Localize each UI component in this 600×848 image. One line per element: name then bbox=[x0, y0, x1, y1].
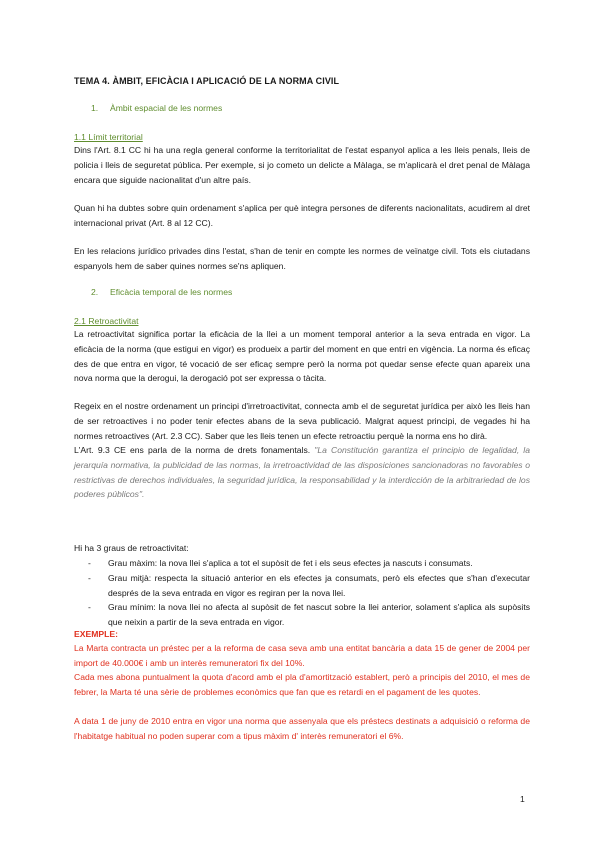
subsection-heading-2-1: 2.1 Retroactivitat bbox=[74, 316, 139, 326]
example-line-3: A data 1 de juny de 2010 entra en vigor una norma que assenyala que els préstecs destinats a adquisició o reforma de l'habitatge habitual no poden superar com a tipus màxim d' interès remuneratori el 6%. bbox=[74, 716, 530, 741]
paragraph-civil-neighborhood: En les relacions jurídico privades dins l'estat, s'han de tenir en compte les normes de veïnatge civil. Tots els ciutadans espanyols hem de saber quines normes se'ns apliquen. bbox=[74, 246, 530, 271]
constitution-lead: L'Art. 9.3 CE ens parla de la norma de drets fonamentals. bbox=[74, 445, 311, 455]
example-heading: EXEMPLE: bbox=[74, 629, 118, 639]
subsection-heading-1-1: 1.1 Límit territorial bbox=[74, 132, 143, 142]
paragraph-constitution bbox=[74, 443, 530, 502]
paragraph-retroactivity: La retroactivitat significa portar la eficàcia de la llei a un moment temporal anterior a la seva entrada en vigor. La eficàcia de la norma (que estigui en vigor) es produeix a partir del moment en que entri en vigència. La norma és eficaç des de que entra en vigor, té vocació de ser eficaç sempre però la norma pot quedar sense efecte quan apareix una nova norma que la derogui, la derogació pot ser expressa o tàcita. bbox=[74, 329, 530, 384]
section-heading-2 bbox=[91, 287, 232, 297]
document-title: TEMA 4. ÀMBIT, EFICÀCIA I APLICACIÓ DE LA NORMA CIVIL bbox=[74, 76, 340, 86]
section-label: Àmbit espacial de les normes bbox=[110, 103, 223, 113]
section-number: 1. bbox=[91, 103, 99, 113]
section-number: 2. bbox=[91, 287, 99, 297]
paragraph-irretroactivity: Regeix en el nostre ordenament un principi d'irretroactivitat, connecta amb el de seguretat jurídica per això les lleis han de ser retroactives i no poder tenir efectes abans de la seva publicació. Malgrat aquest principi, de vegades hi ha normes retroactives (Art. 2.3 CC). Saber que les lleis tenen un efecte retroactiu perquè la norma ens ho dirà. bbox=[74, 401, 530, 441]
grau-intro: Hi ha 3 graus de retroactivitat: bbox=[74, 543, 189, 553]
list-item: - Grau màxim: la nova llei s'aplica a tot el supòsit de fet i els seus efectes ja nascuts i consumats. bbox=[74, 556, 530, 571]
page-number: 1 bbox=[520, 794, 525, 804]
example-line-2: Cada mes abona puntualment la quota d'acord amb el pla d'amortització establert, però a principis del 2010, el mes de febrer, la Marta té una sèrie de problemes econòmics que fan que es retardi en el pagament de les quotes. bbox=[74, 672, 530, 697]
list-item: - Grau mitjà: respecta la situació anterior en els efectes ja consumats, però els efectes que s'han d'executar després de la seva entrada en vigor es regiran per la nova llei. bbox=[74, 571, 530, 601]
example-line-1: La Marta contracta un préstec per a la reforma de casa seva amb una entitat bancària a data 15 de gener de 2004 per import de 40.000€ i amb un interès remuneratori fix del 10%. bbox=[74, 643, 530, 668]
paragraph-territorial: Dins l'Art. 8.1 CC hi ha una regla general conforme la territorialitat de l'estat espanyol aplica a les lleis penals, lleis de policia i lleis de seguretat pública. Per exemple, si jo cometo un delicte a Màlaga, se m'aplicarà el dret penal de Màlaga encara que siguide nacionalitat d'un altre país. bbox=[74, 145, 530, 185]
grau-list bbox=[74, 556, 530, 630]
list-item: - Grau mínim: la nova llei no afecta al supòsit de fet nascut sobre la llei anterior, solament s'aplica als supòsits que neixin a partir de la seva entrada en vigor. bbox=[74, 600, 530, 630]
section-label: Eficàcia temporal de les normes bbox=[110, 287, 233, 297]
section-heading-1 bbox=[91, 103, 222, 113]
constitution-quote: "La Constitución garantiza el principio de legalidad, la jerarquía normativa, la publicidad de las normas, la irretroactividad de las disposiciones sancionadoras no favorables o restrictivas de derechos individuales, la seguridad jurídica, la responsabilidad y la interdicción de la arbitrariedad de los poderes públicos". bbox=[74, 445, 530, 500]
paragraph-private-law: Quan hi ha dubtes sobre quin ordenament s'aplica per què integra persones de diferents nacionalitats, acudirem al dret internacional privat (Art. 8 al 12 CC). bbox=[74, 203, 530, 228]
